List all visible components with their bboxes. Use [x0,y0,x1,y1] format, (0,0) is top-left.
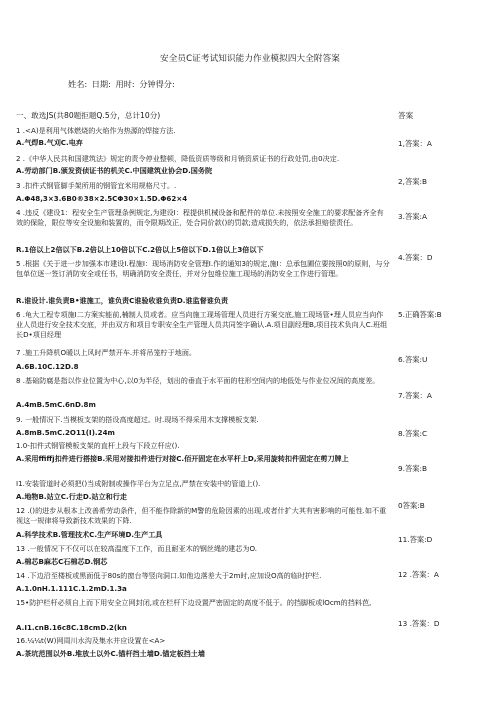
question-8: 8 .基础防腐是指以作业位置为中心,以0为半径，划出的垂直于水平面的柱形空间内的地低处与作业位况间的高度差。 [16,376,380,385]
question-12: 12 .()的进步从根本上改善希劳动条件，但不能作除新的M警的危险因素的出现,或者什扩大其有害影响的可能性.如不重视这一规律将导致新技术效果的下降. [16,506,387,525]
question-9: 9. 一般情况下.当模板支架的搭设高度超过。时.现场不得采用木支撑模板支架. [16,415,259,424]
answer-column-header: 答案 [398,111,414,120]
question-12-options: A.科学技术B.管理技术C.生产环境D.生产工具 [16,530,163,539]
answer-10: 0答案:B [398,501,425,510]
question-9-options: A.8mB.5mC.2O11(I).24m [16,428,115,437]
answer-6: 6.答案:U [398,355,428,364]
question-4-options: R.1倍以上2倍以下B.2倍以上10倍以下C.2倍以上5倍以下D.1倍以上3倍以下 [16,245,264,254]
question-16: 16.¼¼t(W)网周川水沟及集水井应设置在<A> [16,636,166,645]
answer-5: 5.正确答案:B [398,310,442,319]
question-16-options: A.茶坑范围以外B.堆放土以外C.锚杆挡土墙D.锚定板挡土墙 [16,649,205,658]
question-5: 5 .根据《关于进一步加强本市建设I.程施I：现场消防安全管理I.作的通知3的规定,施I：总承包圃位要按照0的原则，与分包单位逐一签订消防安全或任书，明确消防安全责任，并对分包维位施工现场的消防安全工作进行管理。 [16,259,390,278]
section-heading: 一、敢选JS(共80题拒题Q.5分，总计10分) [16,111,161,120]
question-1-options: A.气焊B.气刈C.电弃 [16,138,83,147]
question-2-options: A.劳动部门B.颁发资侦证书的机关C.中国建筑业协会D.国务院 [16,166,213,175]
question-13: 13 .一般情况下不仅可以在较高温度下工作，而且耐亚木的钢丝绳的建芯为O. [16,544,257,553]
document-title: 安全员C证考试知识能力作业模拟四大全附答案 [160,54,340,64]
answer-13: 13 .答案：D [398,619,440,628]
question-1: 1 .<A)是利用气体燃烧的火焰作为热源的焊接方法. [16,126,176,135]
answer-11: 11.答案:D [398,535,433,544]
question-14: 14 .下边沿至楼板或黑面低于80s的窗台等竖向洞口.如他边落差大于2m时,应加设O高的临时护栏. [16,571,322,580]
question-11: I1.安装管道时必须把()当成附制或操作平台为立足点,严禁在安装中的管道上(). [16,479,261,488]
question-8-options: A.4mB.5mC.6nD.8m [16,400,96,409]
answer-8: 8.答案:C [398,429,428,438]
answer-1: 1,答案：A [398,139,432,148]
question-13-options: A.棉芯B麻芯C石棉芯D.钢芯 [16,557,108,566]
answer-4: 4.答案：D [398,253,433,262]
answer-7: 7.答案：A [398,391,432,400]
question-7-options: A.6B.10C.12D.8 [16,362,79,371]
question-15: 15•防护栏杆必须自上而下用安全立网封闭,或在栏杆下边设置严密固定的高度不低于。的挡脚板或lOcm的挡料芭, [16,598,372,607]
question-14-options: A.1.0nH.1.111C.1.2mD.1.3a [16,584,127,593]
question-4: 4 .违反《建设1：程安全生产管理条例规定,为建设I：程提供机械设备和配件的单位.未按照安全施工的要求配备齐全有效的保险，限位等安全设施和装置的，而令限期改正，处合同价款()的罚款;造成损失的，依法承担赔偿责任。 [16,208,384,227]
question-5-options: R.谁设计.谁负责B•谁施工，谁负责C谁验收谁负责D.谁监督谁负责 [16,296,229,305]
answer-12: 12 .答案：A [398,570,439,579]
question-10-options: A.采用ffiffj扣件进行搭接B.采用对接扣件进行对接C.佰开固定在水平杆上D,采用旋转扣件固定在剪刀牌上 [16,454,349,463]
question-10: 1.0-扣件式钢管模板支架的直杆上段与下段立杆应(). [16,441,180,450]
answer-9: 9.答案:B [398,464,428,473]
question-6: 6 .龟大工程专项施I二方案实能前,楠制人员或者。应当向施工现场管理人员进行方案交底,施工现场管•理人员应当向作业人员进行安全技术交底，并由双方和项目专职安全生产管理人员共同签字确认.A.项目副经理B,项目技术负向人C.班组长D•项目经理 [16,310,388,339]
question-7: 7 .施工升降机O暖以上风时严禁开车.并将吊笼柠于地面。 [16,348,197,357]
question-15-options: A.I1.cnB.16c8C.18cmD.2(kn [16,623,127,632]
question-2: 2 .《中华人民共和国建筑法》规定的责令停业整顿，降低资质等级和月销资质证书的行政处罚,由0决定. [16,154,340,163]
exam-meta-line: 姓名: 日期: 用时: 分钟得分: [68,79,175,89]
question-3-options: A.Φ48,3×3.6B0®38×2.5CΦ30×1.5D.Φ62×4 [16,194,188,203]
question-3: 3 .扣件式钢管脚手架所用的钢管宜米用规格尺寸。. [16,181,177,190]
question-11-options: A.地物B.站立C.行走D.站立和行走 [16,492,127,501]
answer-3: 3.答案:A [398,212,428,221]
answer-2: 2,答案:B [398,177,428,186]
